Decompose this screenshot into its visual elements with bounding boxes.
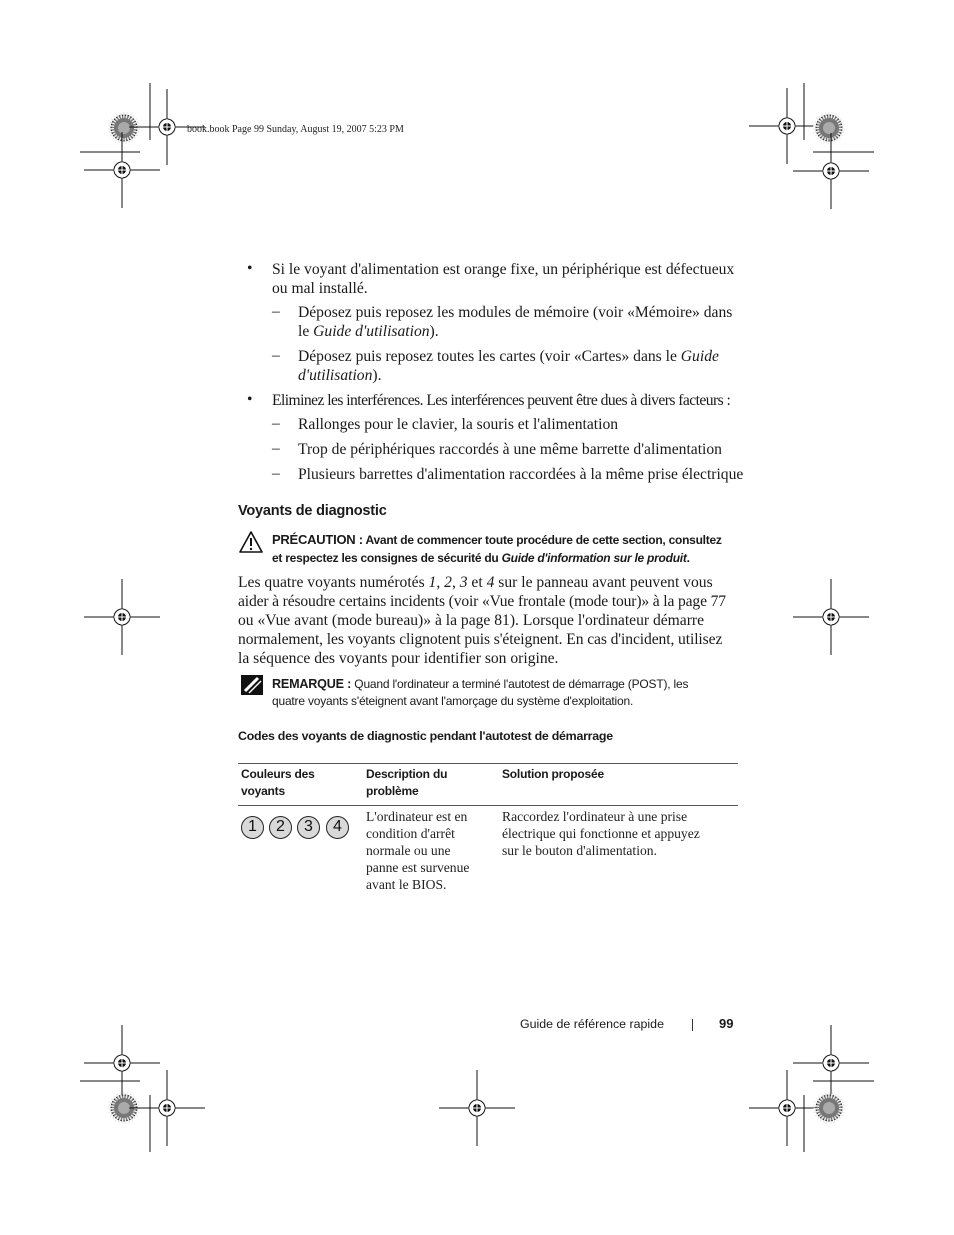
sub-item-memory	[298, 303, 748, 341]
star-mark-top-left	[111, 115, 137, 141]
star-mark-bottom-right	[816, 1095, 842, 1121]
dash-marker: –	[272, 303, 280, 320]
sub-item-memory-line-2: le Guide d'utilisation).	[298, 323, 439, 340]
diagnostic-led-2: 2	[269, 816, 292, 839]
bullet-marker: •	[247, 260, 253, 277]
crosshair-bottom-right-2	[793, 1025, 869, 1101]
column-header-solution: Solution proposée	[502, 767, 604, 781]
bullet-1-line-2: ou mal installé.	[272, 280, 368, 297]
crosshair-bottom-center	[439, 1070, 515, 1146]
guide-reference: Guide d'utilisation	[313, 323, 430, 340]
caution-line-2: et respectez les consignes de sécurité du Guide d'information sur le produit.	[272, 551, 690, 565]
table-header-rule	[238, 805, 738, 806]
sub-item-power-strips: Plusieurs barrettes d'alimentation raccordées à la même prise électrique	[298, 466, 744, 483]
paragraph-line-5: la séquence des voyants pour identifier son origine.	[238, 650, 559, 667]
paragraph-line-4: normalement, les voyants clignotent puis s'éteignent. En cas d'incident, utilisez	[238, 631, 723, 648]
sub-item-memory-line-1: Déposez puis reposez les modules de mémoire (voir «Mémoire» dans	[298, 304, 733, 321]
diagnostic-led-4: 4	[326, 816, 349, 839]
caution-line-1: PRÉCAUTION : Avant de commencer toute procédure de cette section, consultez	[272, 532, 722, 547]
page-number: 99	[719, 1016, 734, 1031]
star-mark-top-right	[816, 115, 842, 141]
print-slug: book.book Page 99 Sunday, August 19, 2007 5:23 PM	[187, 124, 404, 135]
section-title: Voyants de diagnostic	[238, 503, 387, 519]
bullet-2-text: Eliminez les interférences. Les interférences peuvent être dues à divers facteurs :	[272, 392, 731, 409]
diagnostic-led-1: 1	[241, 816, 264, 839]
note-line-2: quatre voyants s'éteignent avant l'amorçage du système d'exploitation.	[272, 694, 634, 708]
table-caption: Codes des voyants de diagnostic pendant l'autotest de démarrage	[238, 729, 613, 743]
dash-marker: –	[272, 415, 280, 432]
footer-title: Guide de référence rapide	[520, 1017, 664, 1031]
paragraph-line-3: ou «Vue avant (mode bureau)» à la page 81). Lorsque l'ordinateur démarre	[238, 612, 705, 629]
diagnostic-led-3: 3	[297, 816, 320, 839]
note-pencil-icon	[240, 674, 264, 696]
sub-item-cards	[298, 347, 748, 385]
column-header-led-colors: Couleurs des voyants	[241, 767, 315, 798]
paragraph-line-2: aider à résoudre certains incidents (voir «Vue frontale (mode tour)» à la page 77	[238, 593, 726, 610]
note-remark	[272, 676, 742, 710]
note-line-1: REMARQUE : Quand l'ordinateur a terminé l'autotest de démarrage (POST), les	[272, 677, 689, 691]
bullet-1-line-1: Si le voyant d'alimentation est orange fixe, un périphérique est défectueux	[272, 261, 735, 278]
caution-label: PRÉCAUTION :	[272, 532, 363, 547]
dash-marker: –	[272, 465, 280, 482]
caution-notice	[272, 531, 742, 567]
crosshair-mid-right	[793, 579, 869, 655]
crosshair-top-left-2	[84, 132, 160, 208]
bullet-marker: •	[247, 391, 253, 408]
crosshair-mid-left	[84, 579, 160, 655]
sub-item-cards-line-1: Déposez puis reposez toutes les cartes (voir «Cartes» dans le Guide	[298, 348, 719, 365]
sub-item-cables: Rallonges pour le clavier, la souris et l'alimentation	[298, 416, 619, 433]
footer-separator	[692, 1019, 693, 1031]
bullet-1-text	[272, 260, 752, 298]
sub-item-cards-line-2: d'utilisation).	[298, 367, 382, 384]
note-label: REMARQUE :	[272, 677, 352, 691]
crosshair-bottom-left	[84, 1025, 160, 1101]
paragraph-line-1: Les quatre voyants numérotés 1, 2, 3 et 4 sur le panneau avant peuvent vous	[238, 574, 713, 591]
table-top-rule	[238, 763, 738, 764]
dash-marker: –	[272, 440, 280, 457]
column-header-description: Description du problème	[366, 767, 448, 798]
proposed-solution: Raccordez l'ordinateur à une prise électrique qui fonctionne et appuyez sur le bouton d'alimentation.	[502, 809, 700, 858]
warning-icon	[239, 531, 263, 553]
crosshair-bottom-left-2	[129, 1070, 205, 1146]
intro-paragraph	[238, 573, 743, 668]
sub-item-devices: Trop de périphériques raccordés à une même barrette d'alimentation	[298, 441, 722, 458]
crosshair-top-right-2	[793, 133, 869, 209]
dash-marker: –	[272, 347, 280, 364]
problem-description: L'ordinateur est en condition d'arrêt normale ou une panne est survenue avant le BIOS.	[366, 809, 470, 892]
